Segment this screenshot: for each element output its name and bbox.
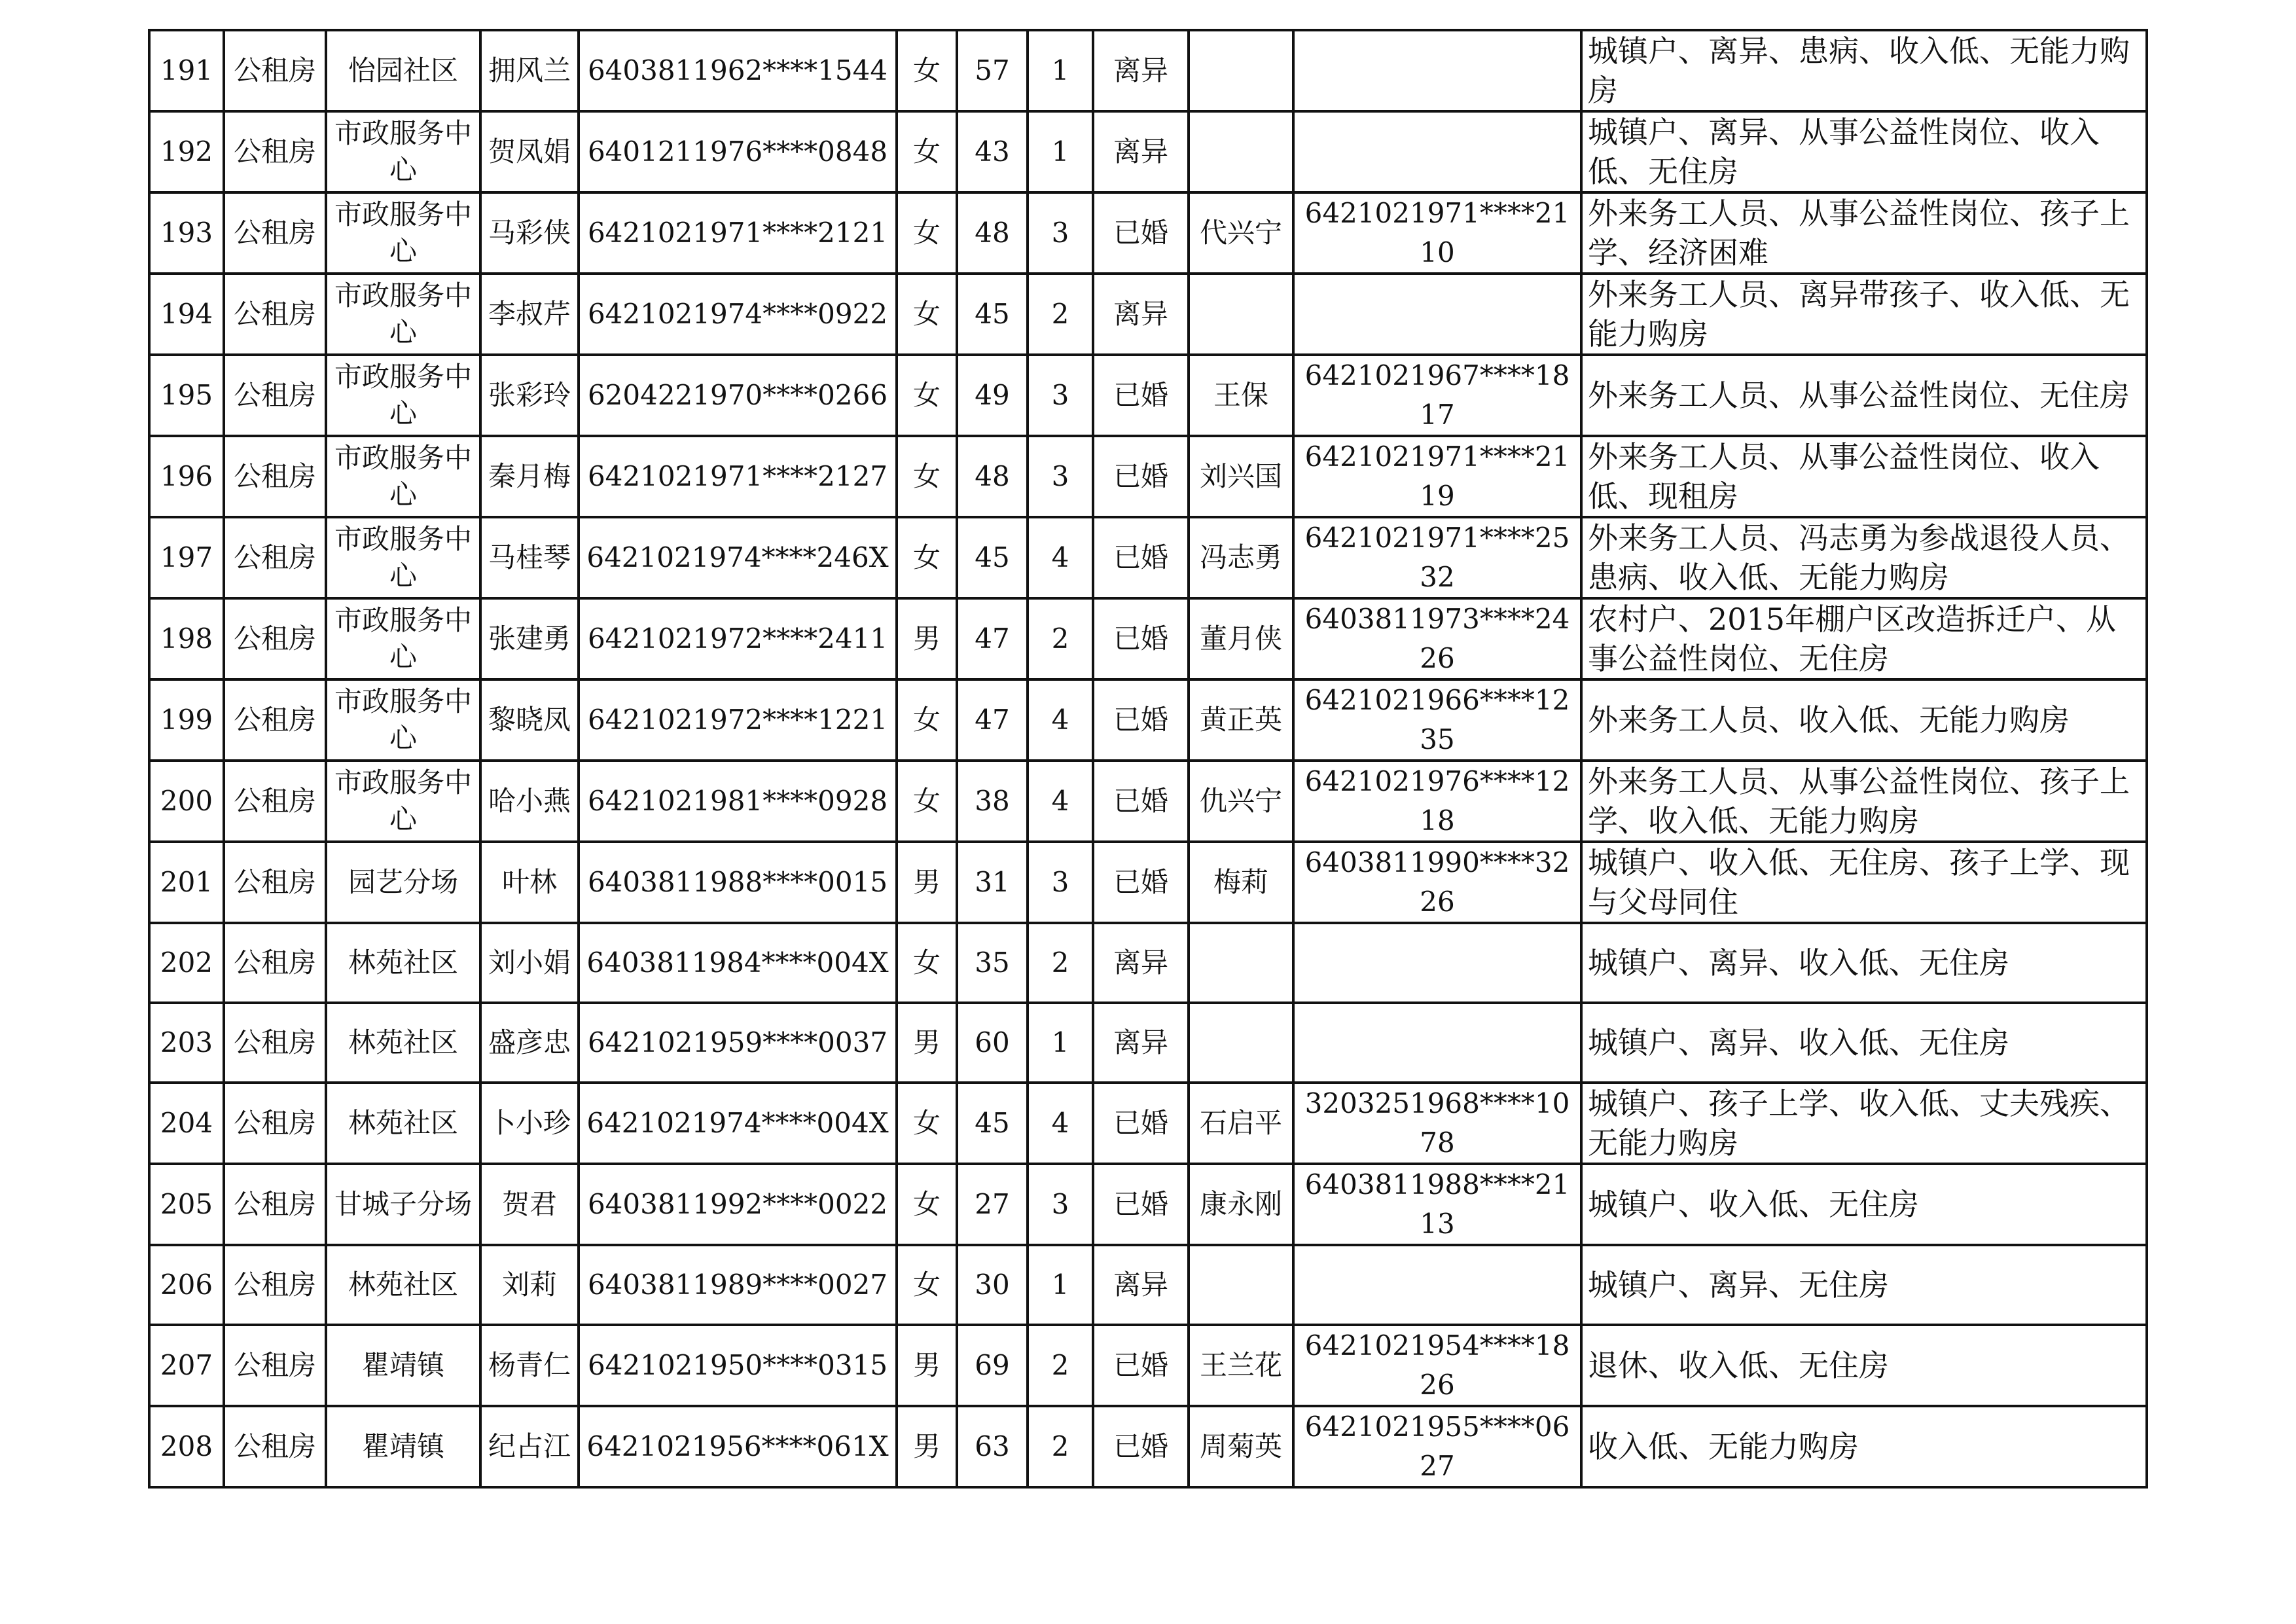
table-row <box>149 30 2147 111</box>
cell-housing-type: 公租房 <box>224 679 326 761</box>
table-row <box>149 1325 2147 1406</box>
cell-marital-status: 已婚 <box>1093 679 1189 761</box>
cell-household-size: 2 <box>1028 1406 1093 1487</box>
cell-sex: 女 <box>897 30 957 111</box>
cell-age: 47 <box>957 679 1028 761</box>
cell-household-size: 3 <box>1028 1164 1093 1245</box>
cell-reason: 城镇户、离异、收入低、无住房 <box>1581 923 2147 1003</box>
cell-household-size: 2 <box>1028 1325 1093 1406</box>
cell-unit: 甘城子分场 <box>326 1164 480 1245</box>
cell-housing-type: 公租房 <box>224 1245 326 1325</box>
table-row <box>149 1245 2147 1325</box>
table-row <box>149 923 2147 1003</box>
cell-household-size: 3 <box>1028 436 1093 517</box>
cell-sex: 女 <box>897 679 957 761</box>
cell-age: 60 <box>957 1003 1028 1083</box>
cell-spouse-name <box>1189 1245 1293 1325</box>
cell-applicant-name: 纪占江 <box>480 1406 579 1487</box>
cell-no: 203 <box>149 1003 224 1083</box>
cell-spouse-name: 梅莉 <box>1189 842 1293 923</box>
cell-no: 201 <box>149 842 224 923</box>
cell-marital-status: 已婚 <box>1093 842 1189 923</box>
cell-age: 63 <box>957 1406 1028 1487</box>
cell-unit: 市政服务中心 <box>326 517 480 598</box>
cell-applicant-name: 李叔芹 <box>480 274 579 355</box>
cell-housing-type: 公租房 <box>224 30 326 111</box>
cell-household-size: 1 <box>1028 1003 1093 1083</box>
cell-spouse-id <box>1293 1245 1581 1325</box>
cell-age: 69 <box>957 1325 1028 1406</box>
cell-spouse-name: 代兴宁 <box>1189 192 1293 274</box>
cell-reason: 外来务工人员、从事公益性岗位、孩子上学、收入低、无能力购房 <box>1581 761 2147 842</box>
cell-marital-status: 已婚 <box>1093 355 1189 436</box>
cell-no: 199 <box>149 679 224 761</box>
cell-no: 191 <box>149 30 224 111</box>
cell-sex: 女 <box>897 1164 957 1245</box>
cell-no: 204 <box>149 1083 224 1164</box>
cell-no: 200 <box>149 761 224 842</box>
cell-sex: 男 <box>897 1325 957 1406</box>
cell-spouse-name <box>1189 111 1293 192</box>
cell-applicant-id: 6421021959****0037 <box>579 1003 897 1083</box>
cell-no: 206 <box>149 1245 224 1325</box>
cell-reason: 外来务工人员、从事公益性岗位、孩子上学、经济困难 <box>1581 192 2147 274</box>
cell-spouse-id: 6421021976****1218 <box>1293 761 1581 842</box>
cell-no: 196 <box>149 436 224 517</box>
cell-reason: 退休、收入低、无住房 <box>1581 1325 2147 1406</box>
table-row <box>149 436 2147 517</box>
cell-spouse-name: 董月侠 <box>1189 598 1293 679</box>
cell-applicant-id: 6421021971****2121 <box>579 192 897 274</box>
cell-housing-type: 公租房 <box>224 1325 326 1406</box>
cell-unit: 林苑社区 <box>326 1245 480 1325</box>
cell-unit: 林苑社区 <box>326 1003 480 1083</box>
cell-reason: 外来务工人员、从事公益性岗位、收入低、现租房 <box>1581 436 2147 517</box>
cell-applicant-name: 张建勇 <box>480 598 579 679</box>
cell-housing-type: 公租房 <box>224 923 326 1003</box>
table-row <box>149 761 2147 842</box>
cell-applicant-name: 马桂琴 <box>480 517 579 598</box>
cell-spouse-id: 6421021971****2532 <box>1293 517 1581 598</box>
cell-applicant-name: 杨青仁 <box>480 1325 579 1406</box>
cell-applicant-id: 6421021972****2411 <box>579 598 897 679</box>
cell-marital-status: 已婚 <box>1093 761 1189 842</box>
table-row <box>149 1003 2147 1083</box>
cell-spouse-id <box>1293 111 1581 192</box>
cell-marital-status: 已婚 <box>1093 517 1189 598</box>
table-row <box>149 274 2147 355</box>
cell-marital-status: 已婚 <box>1093 598 1189 679</box>
cell-unit: 市政服务中心 <box>326 761 480 842</box>
cell-spouse-id <box>1293 923 1581 1003</box>
table-row <box>149 679 2147 761</box>
cell-applicant-name: 秦月梅 <box>480 436 579 517</box>
cell-marital-status: 离异 <box>1093 30 1189 111</box>
cell-age: 38 <box>957 761 1028 842</box>
table-row <box>149 517 2147 598</box>
cell-housing-type: 公租房 <box>224 355 326 436</box>
cell-age: 57 <box>957 30 1028 111</box>
cell-unit: 园艺分场 <box>326 842 480 923</box>
cell-marital-status: 离异 <box>1093 1245 1189 1325</box>
cell-housing-type: 公租房 <box>224 436 326 517</box>
cell-housing-type: 公租房 <box>224 192 326 274</box>
cell-household-size: 3 <box>1028 192 1093 274</box>
cell-spouse-name: 刘兴国 <box>1189 436 1293 517</box>
cell-household-size: 1 <box>1028 1245 1093 1325</box>
cell-unit: 林苑社区 <box>326 923 480 1003</box>
applicant-table <box>148 29 2148 1489</box>
cell-unit: 市政服务中心 <box>326 274 480 355</box>
cell-applicant-id: 6403811962****1544 <box>579 30 897 111</box>
cell-no: 197 <box>149 517 224 598</box>
cell-applicant-id: 6204221970****0266 <box>579 355 897 436</box>
cell-housing-type: 公租房 <box>224 517 326 598</box>
cell-applicant-name: 刘小娟 <box>480 923 579 1003</box>
cell-sex: 男 <box>897 598 957 679</box>
cell-applicant-name: 拥风兰 <box>480 30 579 111</box>
cell-age: 45 <box>957 274 1028 355</box>
cell-household-size: 3 <box>1028 355 1093 436</box>
cell-sex: 女 <box>897 355 957 436</box>
cell-unit: 市政服务中心 <box>326 111 480 192</box>
cell-marital-status: 已婚 <box>1093 436 1189 517</box>
cell-sex: 女 <box>897 1083 957 1164</box>
cell-applicant-id: 6403811988****0015 <box>579 842 897 923</box>
cell-applicant-id: 6421021974****246X <box>579 517 897 598</box>
cell-age: 48 <box>957 192 1028 274</box>
table-row <box>149 1083 2147 1164</box>
cell-unit: 市政服务中心 <box>326 436 480 517</box>
table-row <box>149 355 2147 436</box>
cell-applicant-id: 6421021950****0315 <box>579 1325 897 1406</box>
cell-applicant-name: 贺凤娟 <box>480 111 579 192</box>
cell-spouse-id: 6421021955****0627 <box>1293 1406 1581 1487</box>
cell-household-size: 3 <box>1028 842 1093 923</box>
cell-age: 27 <box>957 1164 1028 1245</box>
cell-reason: 收入低、无能力购房 <box>1581 1406 2147 1487</box>
cell-spouse-id: 3203251968****1078 <box>1293 1083 1581 1164</box>
cell-reason: 外来务工人员、从事公益性岗位、无住房 <box>1581 355 2147 436</box>
cell-reason: 城镇户、离异、患病、收入低、无能力购房 <box>1581 30 2147 111</box>
cell-household-size: 2 <box>1028 923 1093 1003</box>
cell-marital-status: 离异 <box>1093 111 1189 192</box>
cell-applicant-id: 6401211976****0848 <box>579 111 897 192</box>
cell-sex: 女 <box>897 923 957 1003</box>
cell-applicant-name: 卜小珍 <box>480 1083 579 1164</box>
cell-spouse-id: 6421021966****1235 <box>1293 679 1581 761</box>
cell-household-size: 1 <box>1028 30 1093 111</box>
cell-applicant-name: 黎晓凤 <box>480 679 579 761</box>
cell-spouse-name: 王保 <box>1189 355 1293 436</box>
cell-sex: 女 <box>897 1245 957 1325</box>
cell-spouse-name: 康永刚 <box>1189 1164 1293 1245</box>
cell-housing-type: 公租房 <box>224 761 326 842</box>
cell-spouse-id: 6421021954****1826 <box>1293 1325 1581 1406</box>
cell-spouse-id: 6403811973****2426 <box>1293 598 1581 679</box>
cell-age: 47 <box>957 598 1028 679</box>
cell-unit: 瞿靖镇 <box>326 1325 480 1406</box>
table-row <box>149 842 2147 923</box>
cell-no: 202 <box>149 923 224 1003</box>
cell-no: 207 <box>149 1325 224 1406</box>
cell-household-size: 2 <box>1028 274 1093 355</box>
cell-reason: 农村户、2015年棚户区改造拆迁户、从事公益性岗位、无住房 <box>1581 598 2147 679</box>
cell-reason: 外来务工人员、离异带孩子、收入低、无能力购房 <box>1581 274 2147 355</box>
cell-unit: 市政服务中心 <box>326 598 480 679</box>
cell-applicant-id: 6403811984****004X <box>579 923 897 1003</box>
cell-no: 198 <box>149 598 224 679</box>
cell-spouse-name <box>1189 274 1293 355</box>
table-row <box>149 192 2147 274</box>
cell-reason: 城镇户、收入低、无住房、孩子上学、现与父母同住 <box>1581 842 2147 923</box>
cell-reason: 城镇户、收入低、无住房 <box>1581 1164 2147 1245</box>
cell-spouse-id <box>1293 30 1581 111</box>
cell-spouse-id: 6421021971****2110 <box>1293 192 1581 274</box>
cell-age: 49 <box>957 355 1028 436</box>
cell-unit: 市政服务中心 <box>326 679 480 761</box>
cell-age: 45 <box>957 1083 1028 1164</box>
cell-spouse-name <box>1189 923 1293 1003</box>
cell-marital-status: 离异 <box>1093 1003 1189 1083</box>
cell-sex: 男 <box>897 1003 957 1083</box>
cell-household-size: 4 <box>1028 1083 1093 1164</box>
cell-household-size: 4 <box>1028 679 1093 761</box>
cell-applicant-id: 6421021971****2127 <box>579 436 897 517</box>
cell-age: 43 <box>957 111 1028 192</box>
cell-sex: 女 <box>897 192 957 274</box>
cell-spouse-id: 6421021971****2119 <box>1293 436 1581 517</box>
document-page <box>148 29 2148 1489</box>
cell-age: 31 <box>957 842 1028 923</box>
cell-applicant-id: 6403811992****0022 <box>579 1164 897 1245</box>
cell-sex: 女 <box>897 436 957 517</box>
table-row <box>149 1406 2147 1487</box>
cell-household-size: 1 <box>1028 111 1093 192</box>
cell-spouse-name: 石启平 <box>1189 1083 1293 1164</box>
cell-no: 208 <box>149 1406 224 1487</box>
cell-applicant-name: 刘莉 <box>480 1245 579 1325</box>
cell-household-size: 4 <box>1028 761 1093 842</box>
cell-no: 193 <box>149 192 224 274</box>
cell-applicant-name: 盛彦忠 <box>480 1003 579 1083</box>
cell-reason: 城镇户、离异、无住房 <box>1581 1245 2147 1325</box>
cell-applicant-name: 贺君 <box>480 1164 579 1245</box>
cell-no: 192 <box>149 111 224 192</box>
cell-spouse-id: 6403811990****3226 <box>1293 842 1581 923</box>
cell-applicant-id: 6421021956****061X <box>579 1406 897 1487</box>
cell-marital-status: 已婚 <box>1093 192 1189 274</box>
cell-marital-status: 已婚 <box>1093 1325 1189 1406</box>
cell-household-size: 4 <box>1028 517 1093 598</box>
cell-sex: 男 <box>897 1406 957 1487</box>
cell-applicant-id: 6421021974****004X <box>579 1083 897 1164</box>
cell-housing-type: 公租房 <box>224 1083 326 1164</box>
cell-applicant-name: 哈小燕 <box>480 761 579 842</box>
cell-sex: 女 <box>897 274 957 355</box>
cell-housing-type: 公租房 <box>224 111 326 192</box>
cell-housing-type: 公租房 <box>224 842 326 923</box>
cell-spouse-id <box>1293 274 1581 355</box>
cell-spouse-name: 周菊英 <box>1189 1406 1293 1487</box>
cell-spouse-name: 冯志勇 <box>1189 517 1293 598</box>
cell-reason: 城镇户、孩子上学、收入低、丈夫残疾、无能力购房 <box>1581 1083 2147 1164</box>
cell-age: 35 <box>957 923 1028 1003</box>
table-row <box>149 598 2147 679</box>
cell-applicant-id: 6421021981****0928 <box>579 761 897 842</box>
cell-applicant-name: 叶林 <box>480 842 579 923</box>
cell-marital-status: 离异 <box>1093 274 1189 355</box>
cell-spouse-id: 6421021967****1817 <box>1293 355 1581 436</box>
cell-marital-status: 已婚 <box>1093 1083 1189 1164</box>
cell-housing-type: 公租房 <box>224 274 326 355</box>
cell-sex: 女 <box>897 761 957 842</box>
cell-sex: 女 <box>897 111 957 192</box>
cell-applicant-id: 6403811989****0027 <box>579 1245 897 1325</box>
cell-age: 45 <box>957 517 1028 598</box>
cell-applicant-name: 张彩玲 <box>480 355 579 436</box>
cell-housing-type: 公租房 <box>224 1164 326 1245</box>
cell-unit: 市政服务中心 <box>326 192 480 274</box>
cell-marital-status: 已婚 <box>1093 1406 1189 1487</box>
cell-reason: 城镇户、离异、收入低、无住房 <box>1581 1003 2147 1083</box>
cell-reason: 外来务工人员、冯志勇为参战退役人员、患病、收入低、无能力购房 <box>1581 517 2147 598</box>
cell-housing-type: 公租房 <box>224 1003 326 1083</box>
cell-unit: 怡园社区 <box>326 30 480 111</box>
cell-spouse-id: 6403811988****2113 <box>1293 1164 1581 1245</box>
cell-no: 205 <box>149 1164 224 1245</box>
cell-housing-type: 公租房 <box>224 598 326 679</box>
cell-sex: 女 <box>897 517 957 598</box>
cell-applicant-id: 6421021974****0922 <box>579 274 897 355</box>
cell-applicant-id: 6421021972****1221 <box>579 679 897 761</box>
cell-marital-status: 已婚 <box>1093 1164 1189 1245</box>
cell-unit: 林苑社区 <box>326 1083 480 1164</box>
cell-reason: 城镇户、离异、从事公益性岗位、收入低、无住房 <box>1581 111 2147 192</box>
cell-no: 194 <box>149 274 224 355</box>
cell-unit: 市政服务中心 <box>326 355 480 436</box>
cell-spouse-id <box>1293 1003 1581 1083</box>
cell-housing-type: 公租房 <box>224 1406 326 1487</box>
table-row <box>149 111 2147 192</box>
cell-age: 48 <box>957 436 1028 517</box>
table-row <box>149 1164 2147 1245</box>
cell-spouse-name: 仇兴宁 <box>1189 761 1293 842</box>
cell-sex: 男 <box>897 842 957 923</box>
cell-age: 30 <box>957 1245 1028 1325</box>
cell-spouse-name: 王兰花 <box>1189 1325 1293 1406</box>
cell-unit: 瞿靖镇 <box>326 1406 480 1487</box>
cell-spouse-name <box>1189 30 1293 111</box>
cell-marital-status: 离异 <box>1093 923 1189 1003</box>
cell-spouse-name: 黄正英 <box>1189 679 1293 761</box>
cell-reason: 外来务工人员、收入低、无能力购房 <box>1581 679 2147 761</box>
cell-no: 195 <box>149 355 224 436</box>
cell-household-size: 2 <box>1028 598 1093 679</box>
cell-applicant-name: 马彩侠 <box>480 192 579 274</box>
cell-spouse-name <box>1189 1003 1293 1083</box>
